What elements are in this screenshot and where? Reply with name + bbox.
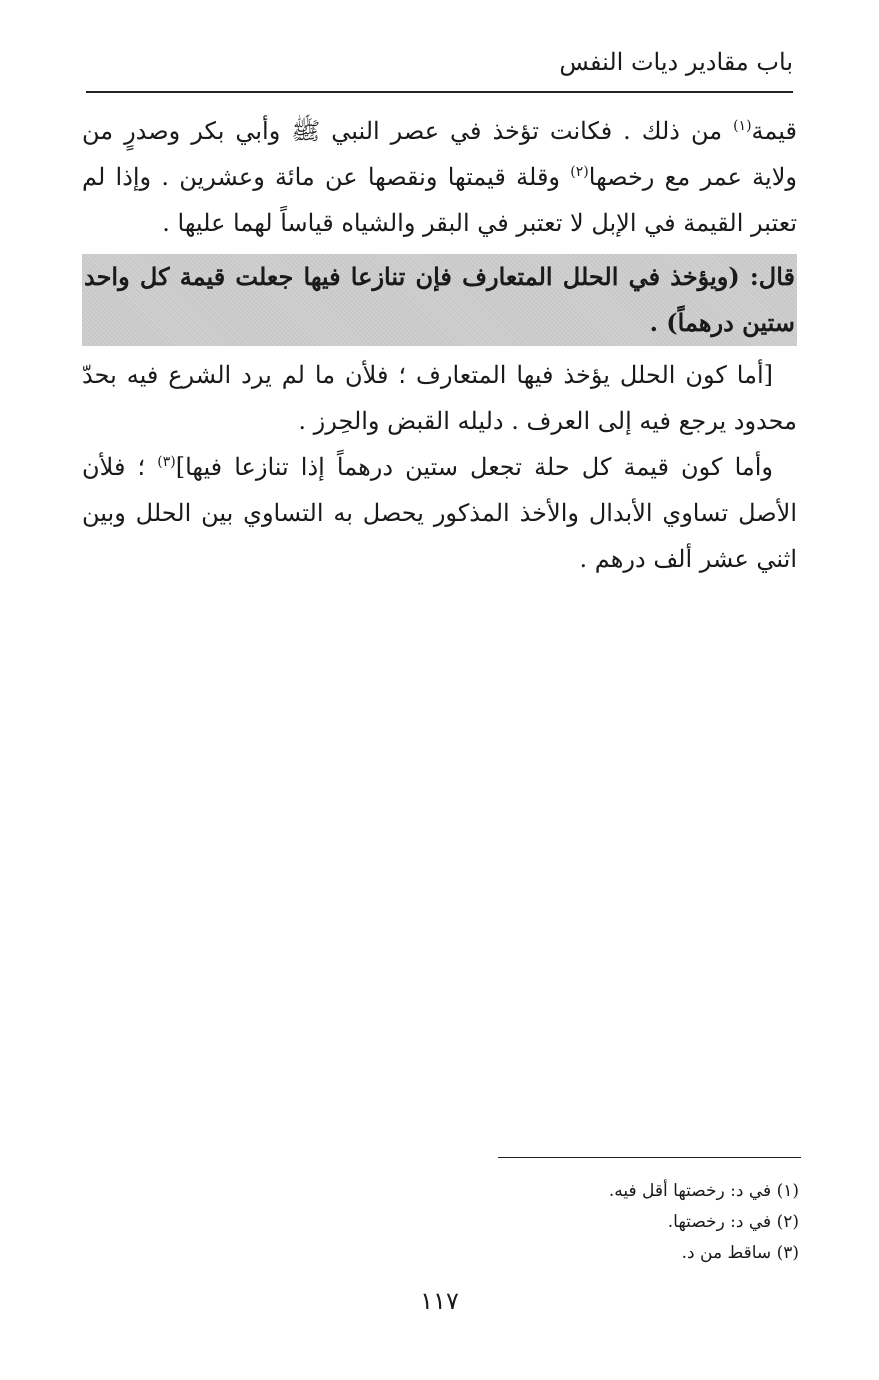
footnote-rule <box>498 1157 801 1158</box>
footnote-2: (٢) في د: رخصتها. <box>667 1212 799 1232</box>
header-rule <box>86 91 793 93</box>
footnote-1: (١) في د: رخصتها أقل فيه. <box>608 1181 799 1201</box>
matn-highlighted-paragraph: قال: (ويؤخذ في الحلل المتعارف فإن تنازعا فيها جعلت قيمة كل واحد ستين درهماً) . <box>82 254 797 346</box>
paragraph-4-start: وأما كون قيمة كل حلة تجعل ستين درهماً إذا تنازعا فيها] <box>175 453 774 481</box>
main-text <box>82 108 797 582</box>
footnote-3: (٣) ساقط من د. <box>681 1243 799 1263</box>
paragraph-1-start: قيمة <box>751 117 797 145</box>
paragraph-4-end: ؛ فلأن الأصل تساوي الأبدال والأخذ المذكور يحصل به التساوي بين الحلل وبين اثني عشر ألف درهم . <box>82 453 797 573</box>
paragraph-1-middle: من ذلك . فكانت تؤخذ في عصر النبي ﷺ وأبي بكر وصدرٍ من ولاية عمر مع رخصها <box>82 117 798 191</box>
footnotes <box>609 1176 799 1269</box>
running-head: باب مقادير ديات النفس <box>559 48 793 76</box>
paragraph-1 <box>82 108 797 246</box>
paragraph-4 <box>82 444 797 582</box>
paragraph-1-end: وقلة قيمتها ونقصها عن مائة وعشرين . وإذا لم تعتبر القيمة في الإبل لا تعتبر في البقر والشياه قياساً لهما عليها . <box>82 163 797 237</box>
footnote-ref-3: (٣) <box>157 454 176 470</box>
paragraph-3: [أما كون الحلل يؤخذ فيها المتعارف ؛ فلأن ما لم يرد الشرع فيه بحدّ محدود يرجع فيه إلى العرف . دليله القبض والحِرز . <box>82 361 797 435</box>
footnote-ref-2: (٢) <box>570 164 589 180</box>
footnote-ref-1: (١) <box>733 118 752 134</box>
page-number: ١١٧ <box>420 1287 459 1315</box>
